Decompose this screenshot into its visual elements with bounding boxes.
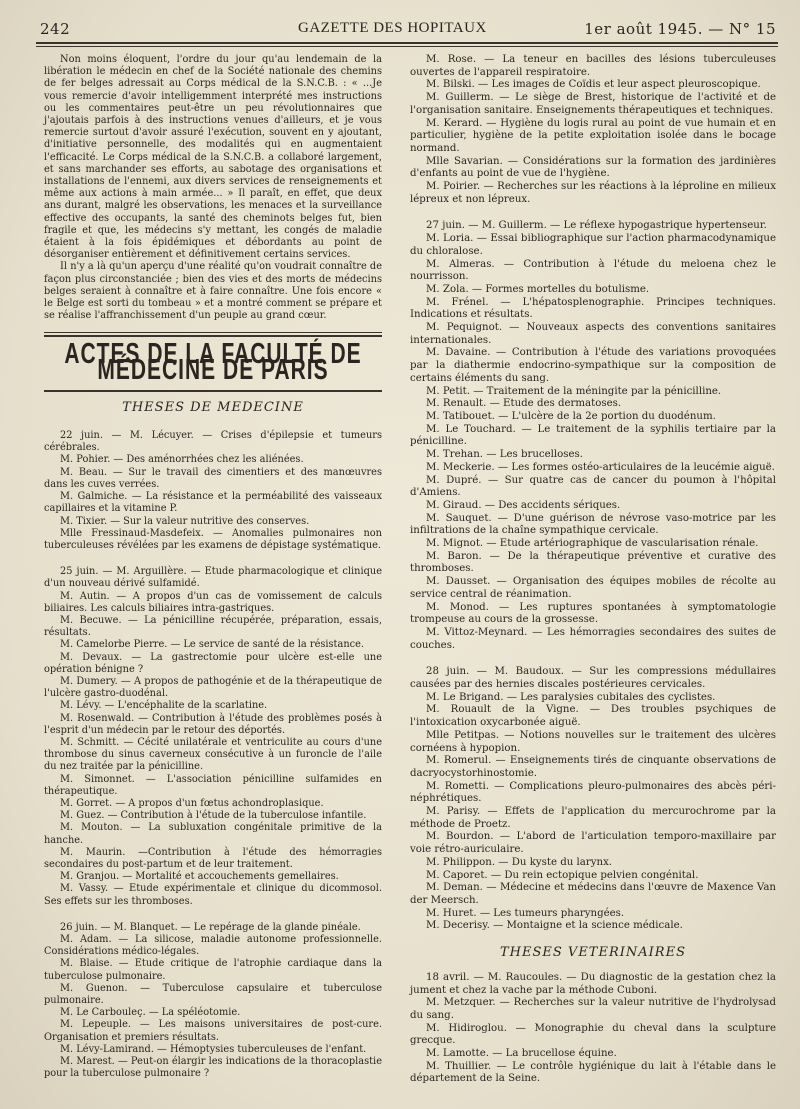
thesis-entry: 18 avril. — M. Raucoules. — Du diagnostic de la gestation chez la jument et chez la vache par la méthode Cuboni. [410, 971, 776, 996]
thesis-entry: M. Tatibouet. — L'ulcère de la 2e portion du duodénum. [426, 410, 716, 422]
intro-paragraph: Il n'y a là qu'un aperçu d'une réalité qu'on voudrait connaître de façon plus circonstanciée ; bien des vies et des morts de médecins belges seraient à connaître et à faire connaître. Une fois encore « le Belge est sorti du tombeau » et a montré comment se prépare et se réalise l'affranchissement d'un peuple au grand cœur. [44, 261, 382, 322]
thesis-entry: M. Mouton. — La subluxation congénitale primitive de la hanche. [44, 822, 382, 846]
thesis-date-group [44, 430, 382, 552]
thesis-entry: M. Giraud. — Des accidents sériques. [426, 499, 621, 511]
thesis-date-group [410, 220, 776, 652]
thesis-entry: M. Mignot. — Etude artériographique de vascularisation rénale. [426, 538, 759, 550]
subsection-title-veterinary: THESES VETERINAIRES [500, 945, 686, 961]
thesis-entry: M. Vassy. — Etude expérimentale et clinique du dicommosol. Ses effets sur les thromboses. [44, 883, 382, 907]
thesis-entry: M. Hidiroglou. — Monographie du cheval dans la sculpture grecque. [410, 1022, 776, 1047]
thesis-entry: M. Rose. — La teneur en bacilles des lésions tuberculeuses ouvertes de l'appareil respiratoire. [410, 54, 776, 78]
thesis-entry: 28 juin. — M. Baudoux. — Sur les compressions médullaires causées par des hernies discales postérieures cervicales. [410, 666, 776, 691]
running-header [40, 20, 776, 42]
thesis-entry: M. Dupré. — Sur quatre cas de cancer du poumon à l'hôpital d'Amiens. [410, 474, 776, 499]
thesis-entry: M. Camelorbe Pierre. — Le service de santé de la résistance. [60, 639, 365, 651]
thesis-entry: M. Rouault de la Vigne. — Des troubles psychiques de l'intoxication oxycarbonée aiguë. [410, 704, 776, 729]
thesis-entry: M. Beau. — Sur le travail des cimentiers et des manœuvres dans les cuves verrées. [44, 466, 382, 490]
thesis-entry: 27 juin. — M. Guillerm. — Le réflexe hypogastrique hypertenseur. [426, 220, 767, 232]
thesis-date-group [44, 566, 382, 908]
thesis-entry: M. Petit. — Traitement de la méningite par la pénicilline. [426, 385, 722, 397]
subsection-title: THESES DE MEDECINE [122, 399, 304, 415]
section-title: ACTES DE LA FACULTÉ DE MÉDECINE DE PARIS [64, 339, 362, 387]
thesis-entry: 22 juin. — M. Lécuyer. — Crises d'épilepsie et tumeurs cérébrales. [44, 430, 382, 454]
header-rule [36, 42, 778, 44]
thesis-entry: M. Baron. — De la thérapeutique préventive et curative des thromboses. [410, 550, 776, 575]
left-column [44, 54, 382, 1080]
thesis-entry: M. Pohier. — Des aménorrhées chez les aliénées. [60, 454, 304, 466]
section-rule [44, 332, 382, 333]
thesis-entry: M. Frénel. — L'hépatosplenographie. Principes techniques. Indications et résultats. [410, 296, 776, 321]
thesis-entry: M. Becuwe. — La pénicilline récupérée, préparation, essais, résultats. [44, 614, 382, 639]
thesis-entry: M. Maurin. —Contribution à l'étude des hémorragies secondaires du post-partum et de leur traitement. [44, 846, 382, 870]
thesis-entry: M. Kerard. — Hygiène du logis rural au point de vue humain et en particulier, hygiène de la petite exploitation isolée dans le bocage normand. [410, 117, 776, 154]
thesis-entry: M. Almeras. — Contribution à l'étude du meloena chez le nourrisson. [410, 258, 776, 283]
thesis-entry: M. Guenon. — Tuberculose capsulaire et tuberculose pulmonaire. [44, 982, 382, 1007]
thesis-entry: M. Zola. — Formes mortelles du botulisme. [426, 283, 650, 295]
thesis-entry: M. Renault. — Etude des dermatoses. [426, 398, 622, 410]
thesis-entry: M. Guillerm. — Le siège de Brest, historique de l'activité et de l'organisation sanitaire. Enseignements thérapeutiques et techniques. [410, 92, 776, 116]
thesis-entry: M. Decerisy. — Montaigne et la science médicale. [426, 920, 683, 932]
thesis-entry: M. Schmitt. — Cécité unilatérale et ventriculite au cours d'une thrombose du sinus caverneux consécutive à un furoncle de l'aile du nez traitée par la pénicilline. [44, 736, 382, 773]
thesis-entry: M. Le Touchard. — Le traitement de la syphilis tertiaire par la pénicilline. [410, 423, 776, 448]
thesis-entry: M. Monod. — Les ruptures spontanées à symptomatologie trompeuse au cours de la grossesse. [410, 601, 776, 626]
thesis-list [44, 430, 382, 1080]
thesis-date-group [44, 922, 382, 1081]
group-gap [410, 652, 776, 666]
thesis-entry: M. Dausset. — Organisation des équipes mobiles de récolte au service central de réanimation. [410, 576, 776, 600]
thesis-entry: M. Marest. — Peut-on élargir les indications de la thoracoplastie pour la tuberculose pulmonaire ? [44, 1056, 382, 1080]
thesis-entry: M. Dumery. — A propos de pathogénie et de la thérapeutique de l'ulcère gastro-duodénal. [44, 675, 382, 700]
thesis-entry: M. Metzquer. — Recherches sur la valeur nutritive de l'hydrolysad du sang. [410, 997, 776, 1021]
thesis-entry: M. Guez. — Contribution à l'étude de la tuberculose infantile. [60, 810, 367, 822]
right-column [410, 54, 776, 1086]
intro-paragraph: Non moins éloquent, l'ordre du jour qu'au lendemain de la libération le médecin en chef de la Société nationale des chemins de fer belges adressait au Corps médical de la S.N.C.B. : « ...Je vous remercie d'avoir intelligemment interprété mes instructions ou les commentaires peut-être un peu révolutionnaires que j'ajoutais parfois à des instructions venues d'ailleurs, et je vous remercie surtout d'avoir assuré l'exécution, souvent en y ajoutant, d'initiative personnelle, des modalités qui en augmentaient l'efficacité. Le Corps médical de la S.N.C.B. a collaboré largement, et sans marchander ses efforts, au sabotage des organisations et installations de l'ennemi, aux divers services de renseignements et même aux actions à main armée... » Il paraît, en effet, que deux ans durant, malgré les observations, les menaces et la surveillance effective des occupants, la santé des cheminots belges fut, bien fragile et que, les médecins s'y mettant, les congés de maladie étaient à la fois épidémiques et débordants au point de désorganiser entièrement et définitivement certains services. [44, 54, 382, 261]
journal-title: GAZETTE DES HOPITAUX [298, 20, 487, 36]
thesis-entry: 25 juin. — M. Arguillère. — Etude pharmacologique et clinique d'un nouveau dérivé sulfamidé. [44, 566, 382, 590]
thesis-entry: M. Devaux. — La gastrectomie pour ulcère est-elle une opération bénigne ? [44, 651, 382, 675]
thesis-entry: M. Sauquet. — D'une guérison de névrose vaso-motrice par les infiltrations de la chaîne sympathique cervicale. [410, 512, 776, 537]
thesis-date-group [410, 666, 776, 933]
thesis-entry: 26 juin. — M. Blanquet. — Le repérage de la glande pinéale. [60, 921, 361, 933]
thesis-entry: M. Loria. — Essai bibliographique sur l'action pharmacodynamique du chloralose. [410, 233, 776, 257]
thesis-entry: M. Huret. — Les tumeurs pharyngées. [426, 907, 625, 919]
thesis-date-group [410, 54, 776, 206]
thesis-entry: M. Trehan. — Les brucelloses. [426, 449, 584, 461]
thesis-entry: M. Le Carbouleç. — La spéléotomie. [60, 1007, 241, 1019]
veterinary-thesis-list [410, 972, 776, 1086]
thesis-entry: M. Romerul. — Enseignements tirés de cinquante observations de dacryocystorhinostomie. [410, 755, 776, 779]
group-gap [44, 552, 382, 566]
thesis-entry: M. Rometti. — Complications pleuro-pulmonaires des abcès péri-néphrétiques. [410, 780, 776, 805]
thesis-entry: M. Parisy. — Effets de l'application du mercurochrome par la méthode de Proetz. [410, 806, 776, 830]
thesis-entry: M. Lévy-Lamirand. — Hémoptysies tuberculeuses de l'enfant. [60, 1043, 367, 1055]
group-gap [410, 206, 776, 220]
thesis-entry: M. Meckerie. — Les formes ostéo-articulaires de la leucémie aiguë. [426, 461, 775, 473]
thesis-entry: M. Rosenwald. — Contribution à l'étude des problèmes posés à l'esprit d'un médecin par le retour des déportés. [44, 712, 382, 736]
thesis-entry: M. Gorret. — A propos d'un fœtus achondroplasique. [60, 797, 324, 809]
thesis-entry: M. Blaise. — Etude critique de l'atrophie cardiaque dans la tuberculose pulmonaire. [44, 958, 382, 982]
thesis-entry: Mlle Fressinaud-Masdefeix. — Anomalies pulmonaires non tuberculeuses révélées par les examens de dépistage systématique. [44, 527, 382, 551]
thesis-entry: M. Autin. — A propos d'un cas de vomissement de calculs biliaires. Les calculs biliaires intra-gastriques. [44, 590, 382, 614]
header-rule-thin [36, 46, 778, 47]
thesis-entry: M. Simonnet. — L'association pénicilline sulfamides en thérapeutique. [44, 773, 382, 797]
thesis-entry: M. Pequignot. — Nouveaux aspects des conventions sanitaires internationales. [410, 322, 776, 346]
section-rule-thick [44, 335, 382, 337]
thesis-entry: M. Thuillier. — Le contrôle hygiénique du lait à l'étable dans le département de la Seine. [410, 1060, 776, 1085]
page-number: 242 [40, 20, 71, 38]
thesis-list [410, 54, 776, 933]
thesis-entry: M. Bourdon. — L'abord de l'articulation temporo-maxillaire par voie rétro-auriculaire. [410, 831, 776, 856]
thesis-entry: M. Lamotte. — La brucellose équine. [426, 1048, 617, 1060]
thesis-entry: M. Lepeuple. — Les maisons universitaires de post-cure. Organisation et premiers résultats. [44, 1019, 382, 1043]
thesis-entry: M. Lévy. — L'encéphalite de la scarlatine. [60, 700, 268, 712]
section-rule-under [44, 390, 382, 392]
thesis-entry: M. Granjou. — Mortalité et accouchements gemellaires. [60, 871, 339, 883]
thesis-entry: Mlle Savarian. — Considérations sur la formation des jardinières d'enfants au point de vue de l'hygiène. [410, 155, 776, 180]
thesis-entry: M. Davaine. — Contribution à l'étude des variations provoquées par la diathermie endocrino-sympathique sur la composition de certains éléments du sang. [410, 347, 776, 384]
thesis-entry: M. Poirier. — Recherches sur les réactions à la léproline en milieux lépreux et non lépreux. [410, 181, 776, 205]
thesis-entry: M. Vittoz-Meynard. — Les hémorragies secondaires des suites de couches. [410, 626, 776, 651]
thesis-entry: M. Caporet. — Du rein ectopique pelvien congénital. [426, 869, 699, 881]
thesis-entry: M. Galmiche. — La résistance et la perméabilité des vaisseaux capillaires et la vitamine P. [44, 491, 382, 515]
thesis-entry: M. Tixier. — Sur la valeur nutritive des conserves. [60, 515, 310, 527]
thesis-entry: M. Le Brigand. — Les paralysies cubitales des cyclistes. [426, 691, 716, 703]
thesis-entry: M. Philippon. — Du kyste du larynx. [426, 856, 613, 868]
thesis-entry: M. Adam. — La silicose, maladie autonome professionnelle. Considérations médico-légales. [44, 934, 382, 958]
group-gap [44, 908, 382, 922]
thesis-entry: M. Bilski. — Les images de Coïdis et leur aspect pleuroscopique. [426, 79, 761, 91]
thesis-entry: Mlle Petitpas. — Notions nouvelles sur le traitement des ulcères cornéens à hypopion. [410, 729, 776, 754]
issue-date: 1er août 1945. — N° 15 [584, 20, 776, 38]
thesis-entry: M. Deman. — Médecine et médecins dans l'œuvre de Maxence Van der Meersch. [410, 882, 776, 906]
